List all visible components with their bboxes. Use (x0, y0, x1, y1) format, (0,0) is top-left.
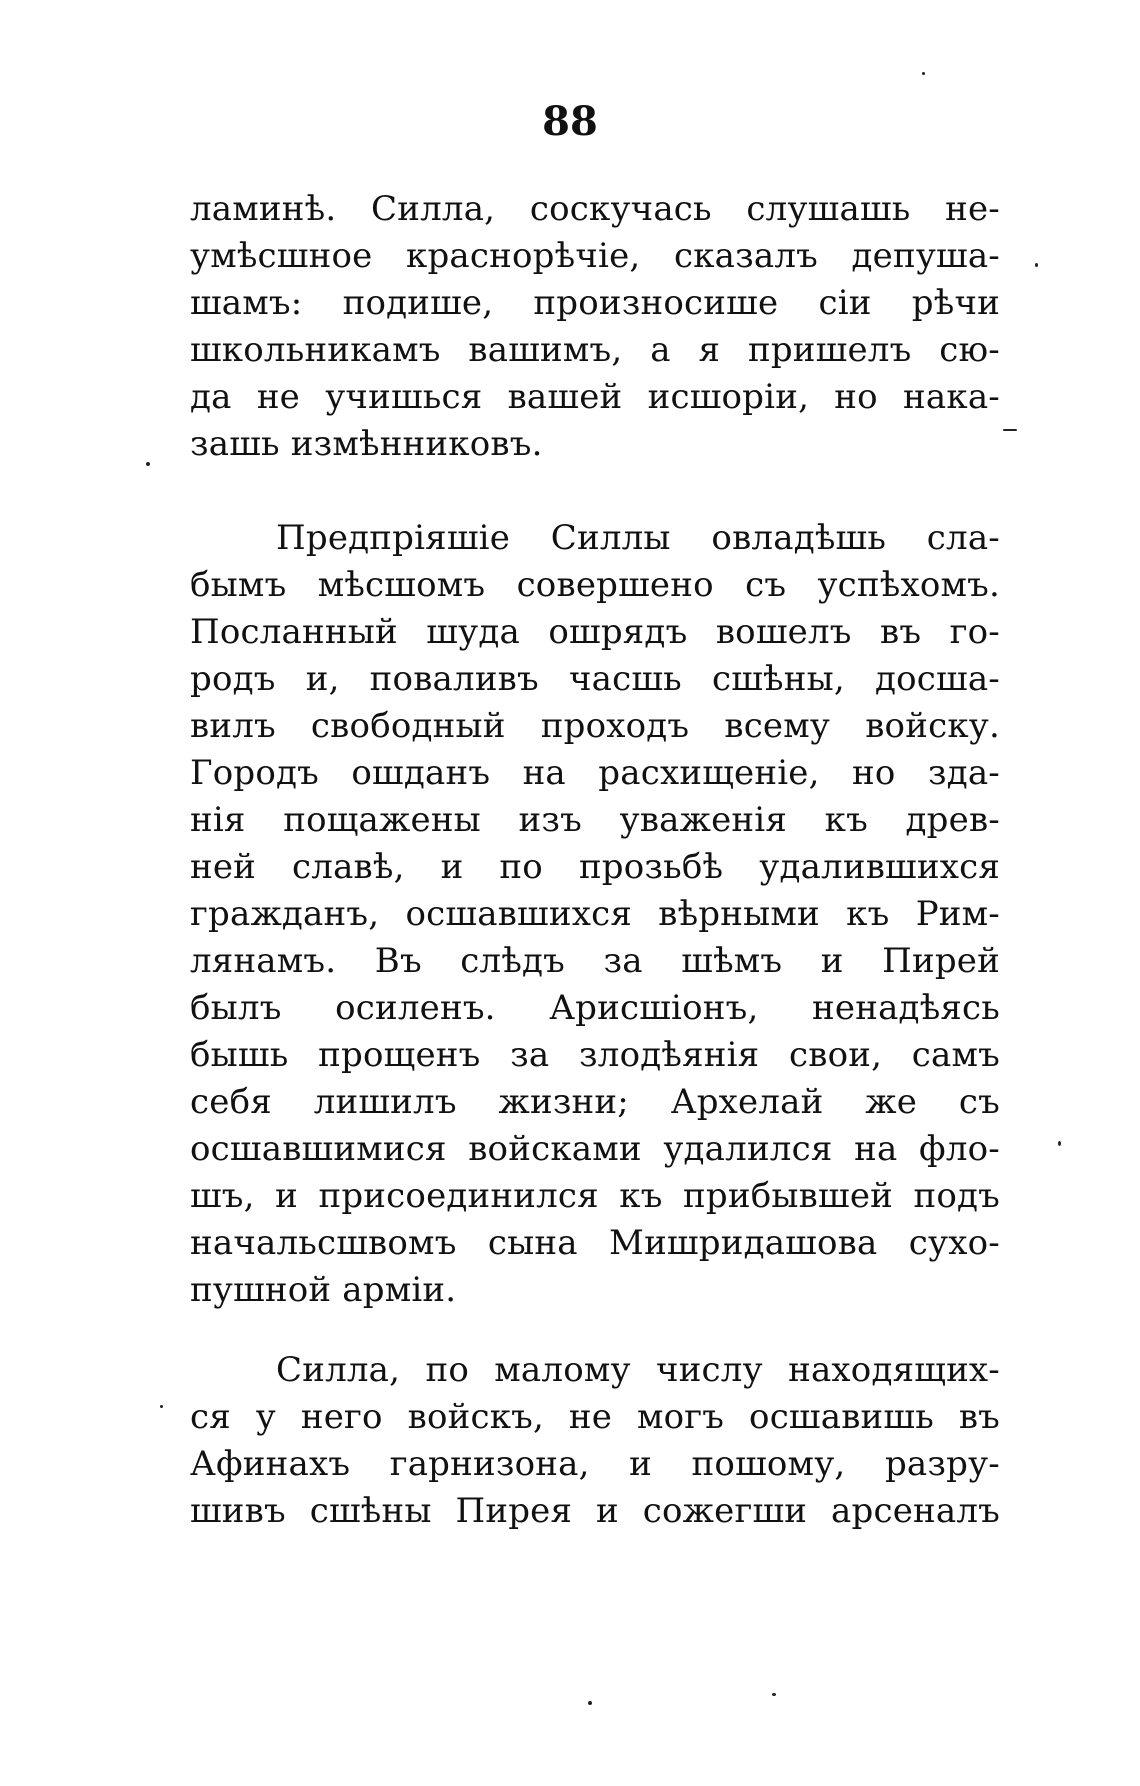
text-line: бышь прощенъ за злодѣянія свои, самъ (190, 1035, 1000, 1075)
text-line: Посланный шуда ошрядъ вошелъ въ го- (190, 612, 1000, 652)
text-line: бымъ мѣсшомъ совершено съ успѣхомъ. (190, 565, 1000, 605)
paper-speck (146, 462, 150, 466)
text-line (190, 515, 1000, 562)
text-line: ней славѣ, и по прозьбѣ удалившихся (190, 847, 1000, 887)
text-line: нія пощажены изъ уваженія къ древ- (190, 800, 1000, 840)
paper-speck (160, 1405, 163, 1408)
text-line: умѣсшное краснорѣчіе, сказалъ депуша- (190, 236, 1000, 276)
text-line: да не учишься вашей исшоріи, но нака- (190, 377, 1000, 417)
text-line: былъ осиленъ. Арисшіонъ, ненадѣясь (190, 988, 1000, 1028)
text-line-content: Силла, по малому числу находящих- (276, 1350, 1000, 1390)
text-line: Афинахъ гарнизона, и пошому, разру- (190, 1444, 1000, 1484)
paper-speck (772, 1693, 776, 1696)
paper-speck (588, 1701, 592, 1705)
text-line (190, 1347, 1000, 1394)
text-line: осшавшимися войсками удалился на фло- (190, 1129, 1000, 1169)
text-line: начальсшвомъ сына Мишридашова сухо- (190, 1223, 1000, 1263)
paragraph-2 (190, 515, 1000, 1314)
text-line: родъ и, поваливъ часшь сшѣны, досша- (190, 659, 1000, 699)
text-line: лянамъ. Въ слѣдъ за шѣмъ и Пирей (190, 941, 1000, 981)
text-line-content: Предпріяшіе Силлы овладѣшь сла- (276, 518, 1000, 558)
paper-speck (1058, 1141, 1061, 1146)
text-line: Городъ ошданъ на расхищеніе, но зда- (190, 753, 1000, 793)
paragraph-1 (190, 186, 1000, 468)
text-line: ся у него войскъ, не могъ осшавишь въ (190, 1397, 1000, 1437)
text-line: шивъ сшѣны Пирея и сожегши арсеналъ (190, 1491, 1000, 1531)
text-line: вилъ свободный проходъ всему войску. (190, 706, 1000, 746)
text-line: себя лишилъ жизни; Архелай же съ (190, 1082, 1000, 1122)
text-line: пушной арміи. (190, 1270, 457, 1310)
text-line: школьникамъ вашимъ, а я пришелъ сю- (190, 330, 1000, 370)
paragraph-3 (190, 1347, 1000, 1535)
text-line: шъ, и присоединился къ прибывшей подъ (190, 1176, 1000, 1216)
paper-speck (1003, 429, 1017, 431)
text-line: шамъ: подише, произносише сіи рѣчи (190, 283, 1000, 323)
text-line: зашь измѣнниковъ. (190, 424, 543, 464)
paper-speck (922, 72, 925, 75)
page-number: 88 (542, 98, 598, 145)
text-line: ламинѣ. Силла, соскучась слушашь не- (190, 189, 1000, 229)
paper-speck (1035, 263, 1038, 267)
text-line: гражданъ, осшавшихся вѣрными къ Рим- (190, 894, 1000, 934)
